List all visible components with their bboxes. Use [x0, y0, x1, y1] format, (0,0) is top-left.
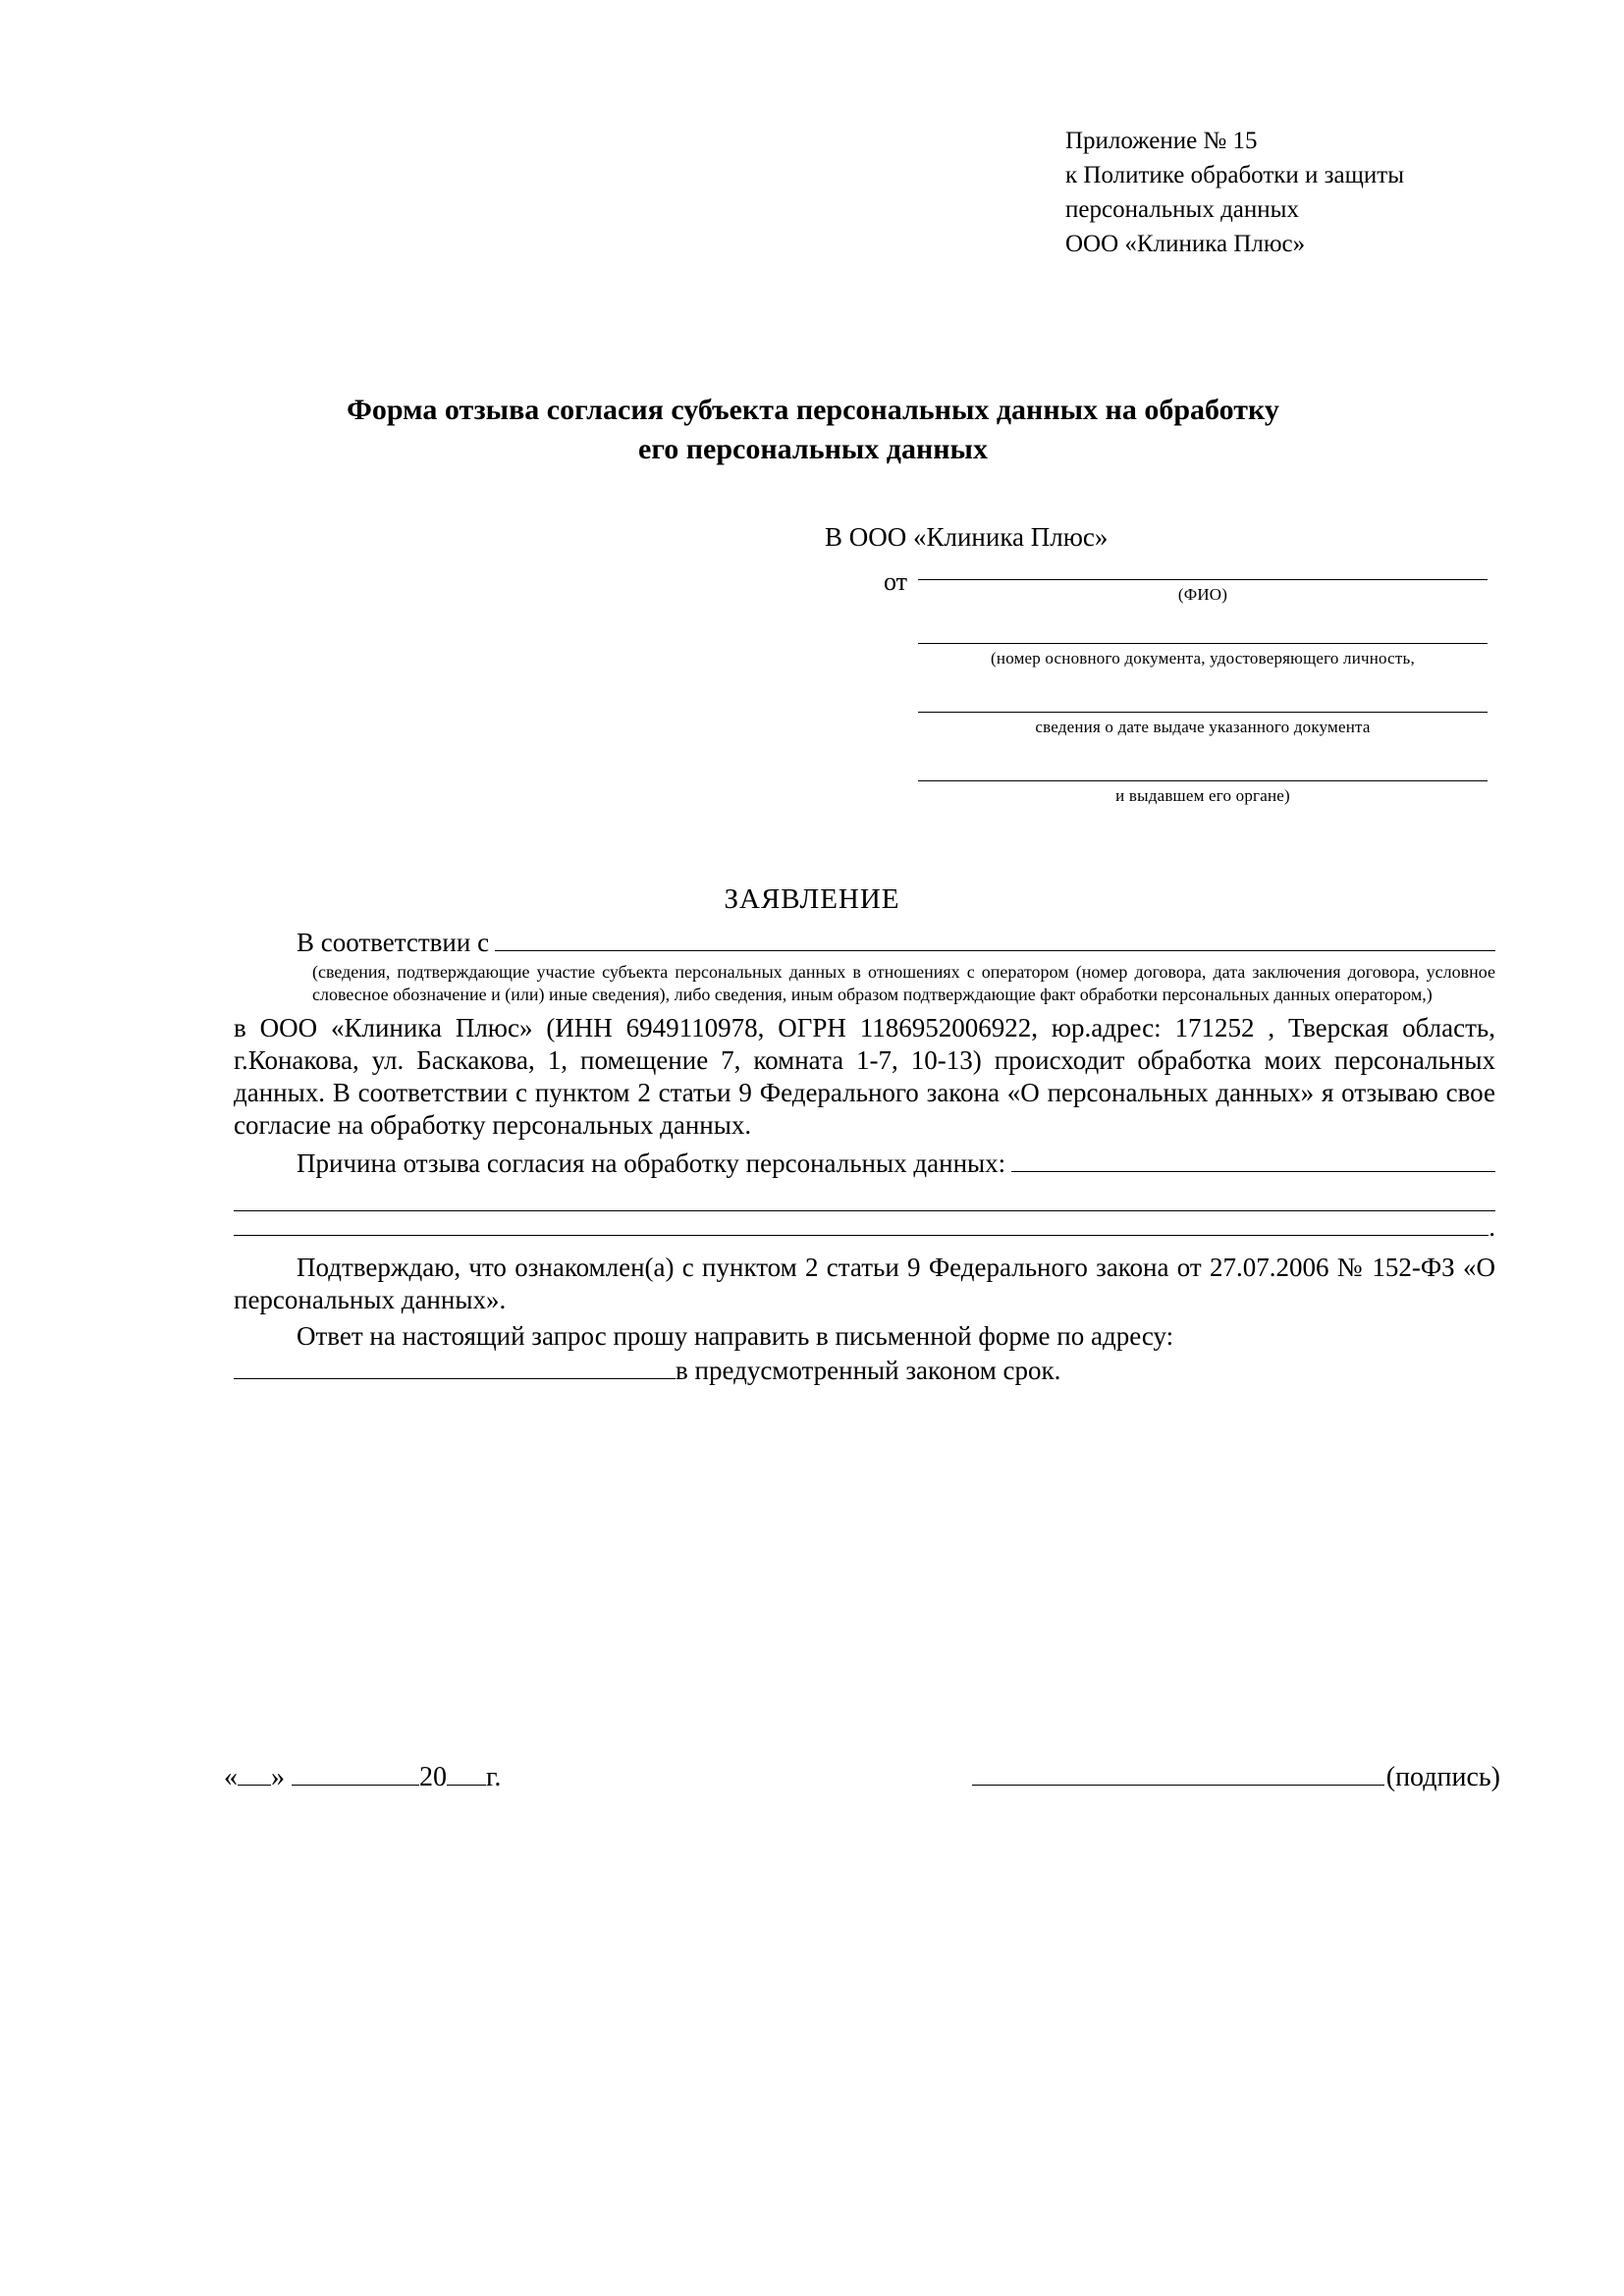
- header-line-3: персональных данных: [1065, 196, 1299, 223]
- header-line-2: к Политике обработки и защиты: [1065, 162, 1405, 188]
- document-number-caption: (номер основного документа, удостоверяющего личность,: [991, 649, 1415, 667]
- document-issuer-input-line[interactable]: [918, 780, 1488, 781]
- body-paragraph-2: Подтверждаю, что ознакомлен(а) с пунктом 2 статьи 9 Федерального закона от 27.07.2006 № 152-ФЗ «О персональных данных».: [234, 1253, 1495, 1314]
- date-year-prefix: 20: [419, 1762, 447, 1792]
- document-body: [234, 927, 1495, 1387]
- agreement-reference-label: В соответствии с: [297, 928, 490, 957]
- agreement-reference-note: [234, 961, 1495, 1006]
- date-quote-open: «: [224, 1762, 238, 1792]
- date-month-input-line[interactable]: [292, 1767, 419, 1786]
- reason-input-line-2[interactable]: [234, 1180, 1495, 1211]
- document-number-input-line[interactable]: [918, 643, 1488, 644]
- signature-row: [224, 1762, 1500, 1793]
- page-title-line-1: Форма отзыва согласия субъекта персональных данных на обработку: [347, 394, 1279, 426]
- agreement-reference-input-line[interactable]: [495, 929, 1495, 951]
- addressee-from-label: от: [884, 567, 908, 596]
- address-row: [234, 1355, 1495, 1387]
- page-title: [224, 391, 1402, 469]
- date-day-input-line[interactable]: [238, 1767, 271, 1786]
- date-year-suffix: г.: [486, 1762, 502, 1792]
- fio-input-line[interactable]: [918, 579, 1488, 580]
- document-issuer-field-group: [918, 780, 1488, 808]
- header-line-4: ООО «Клиника Плюс»: [1065, 231, 1306, 257]
- document-date-caption: сведения о дате выдаче указанного документа: [1035, 718, 1371, 736]
- reason-label: Причина отзыва согласия на обработку персональных данных:: [297, 1148, 1006, 1178]
- statement-title: ЗАЯВЛЕНИЕ: [724, 883, 900, 915]
- date-year-input-line[interactable]: [447, 1767, 486, 1786]
- body-paragraph-3: Ответ на настоящий запрос прошу направить в письменной форме по адресу:: [297, 1321, 1174, 1351]
- fio-field-group: [918, 579, 1488, 607]
- body-paragraph-1: в ООО «Клиника Плюс» (ИНН 6949110978, ОГРН 1186952006922, юр.адрес: 171252 , Тверская область, г.Конакова, ул. Баскакова, 1, помещение 7, комната 1-7, 10-13) происходит обработка моих персональных данных. В соответствии с пунктом 2 статьи 9 Федерального закона «О персональных данных» я отзываю свое согласие на обработку персональных данных.: [234, 1013, 1495, 1140]
- agreement-reference-note-text: (сведения, подтверждающие участие субъекта персональных данных в отношениях с оператором (номер договора, дата заключения договора, условное словесное обозначение и (или) иные сведения), либо сведения, иным образом подтверждающие факт обработки персональных данных оператором,): [312, 962, 1495, 1004]
- document-number-field-group: [918, 643, 1488, 670]
- date-field[interactable]: [224, 1762, 501, 1793]
- page-title-line-2: его персональных данных: [638, 433, 988, 465]
- addressee-to: В ООО «Клиника Плюс»: [825, 522, 1109, 552]
- date-quote-close: »: [271, 1762, 285, 1792]
- address-input-line[interactable]: [234, 1359, 676, 1379]
- agreement-reference-row: [234, 927, 1495, 959]
- signature-caption: (подпись): [1385, 1762, 1500, 1792]
- reason-line-3-row: [234, 1211, 1495, 1244]
- document-date-input-line[interactable]: [918, 712, 1488, 713]
- document-date-field-group: [918, 712, 1488, 739]
- reason-input-line-1[interactable]: [1011, 1149, 1495, 1172]
- reason-end-dot: .: [1489, 1212, 1495, 1242]
- signature-input-line[interactable]: [972, 1765, 1384, 1786]
- reason-row: [234, 1148, 1495, 1180]
- signature-field[interactable]: [972, 1762, 1500, 1793]
- fio-caption: (ФИО): [1177, 585, 1228, 604]
- document-issuer-caption: и выдавшем его органе): [1115, 786, 1290, 805]
- header-line-1: Приложение № 15: [1065, 128, 1258, 154]
- reason-input-line-3[interactable]: [234, 1213, 1489, 1236]
- header-block: [1065, 124, 1537, 261]
- address-tail-text: в предусмотренный законом срок.: [676, 1356, 1061, 1385]
